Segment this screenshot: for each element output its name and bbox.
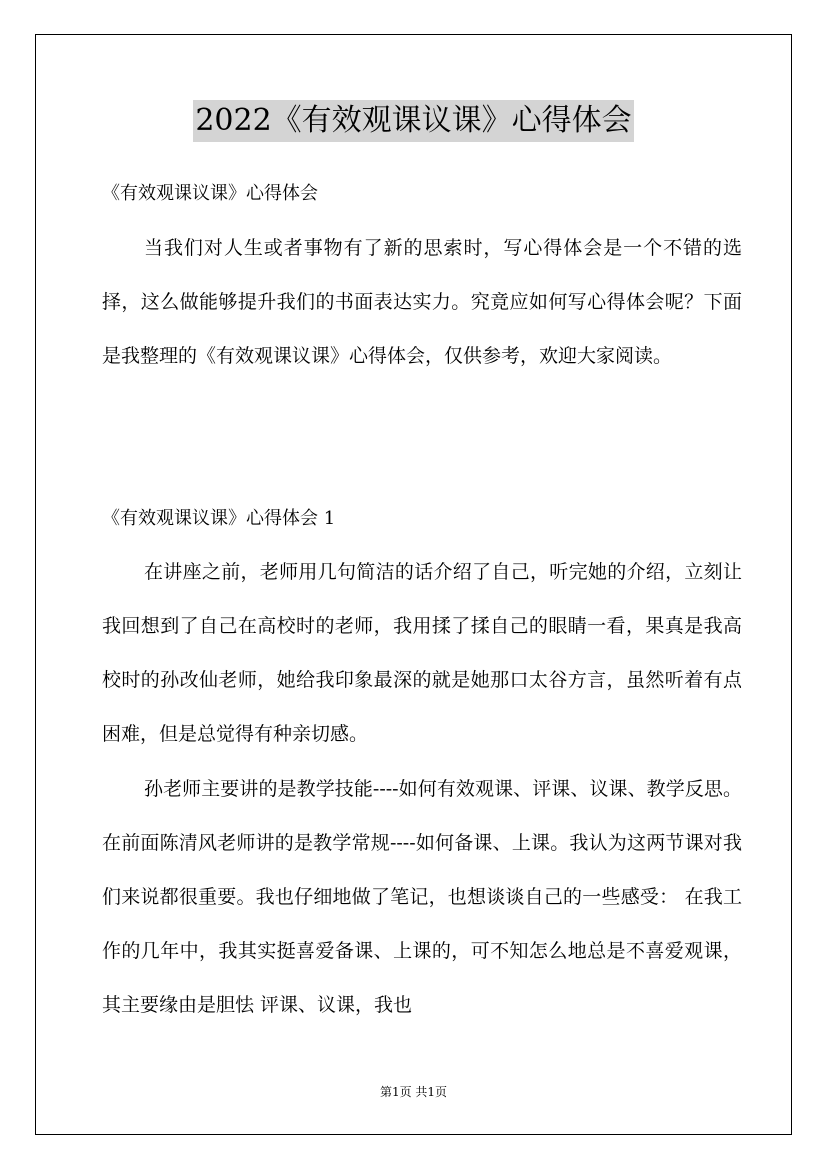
title-container [0, 100, 827, 142]
page-number: 第1页 共1页 [379, 1085, 448, 1099]
intro-paragraph: 当我们对人生或者事物有了新的思索时，写心得体会是一个不错的选择，这么做能够提升我们的书面表达实力。究竟应如何写心得体会呢？下面是我整理的《有效观课议课》心得体会，仅供参考，欢迎大家阅读。 [102, 237, 742, 367]
intro-heading: 《有效观课议课》心得体会 [102, 183, 318, 204]
document-title: 2022《有效观课议课》心得体会 [193, 100, 633, 142]
page-footer [0, 1084, 827, 1100]
section1-paragraph-2: 孙老师主要讲的是教学技能----如何有效观课、评课、议课、教学反思。在前面陈清风老师讲的是教学常规----如何备课、上课。我认为这两节课对我们来说都很重要。我也仔细地做了笔记，也想谈谈自己的一些感受： 在我工作的几年中，我其实挺喜爱备课、上课的，可不知怎么地总是不喜爱观课，其主要缘由是胆怯 评课、议课，我也 [102, 778, 742, 1016]
section1-heading: 《有效观课议课》心得体会 1 [102, 508, 336, 529]
section1-paragraph-1: 在讲座之前，老师用几句简洁的话介绍了自己，听完她的介绍，立刻让我回想到了自己在高校时的老师，我用揉了揉自己的眼睛一看，果真是我高校时的孙改仙老师，她给我印象最深的就是她那口太谷方言，虽然听着有点困难，但是总觉得有种亲切感。 [102, 561, 742, 745]
